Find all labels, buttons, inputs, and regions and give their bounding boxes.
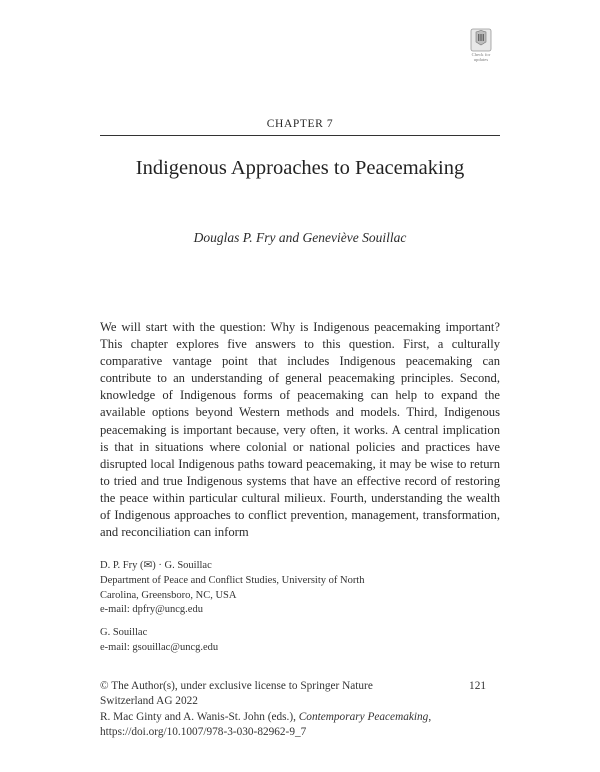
affiliation-names: D. P. Fry (✉) · G. Souillac — [100, 560, 212, 571]
book-editors: R. Mac Ginty and A. Wanis-St. John (eds.), — [100, 710, 299, 723]
affiliation-spacer — [100, 618, 500, 626]
publisher-logo-icon — [470, 28, 492, 52]
chapter-title: Indigenous Approaches to Peacemaking — [135, 157, 465, 179]
page-number: 121 — [469, 680, 486, 692]
logo-caption-line1: Check for — [471, 52, 491, 57]
logo-caption-line2: updates — [473, 57, 489, 62]
book-title: Contemporary Peacemaking — [298, 710, 429, 723]
check-for-updates-logo[interactable] — [460, 28, 502, 68]
copyright-footer — [100, 679, 500, 741]
chapter-label: CHAPTER 7 — [266, 118, 334, 130]
affiliation-name-souillac: G. Souillac — [100, 627, 148, 639]
abstract-paragraph: We will start with the question: Why is Indigenous peacemaking important? This chapter explores five answers to this question. First, a culturally comparative vantage point that includes Indigenous peacemaking can contribute to an understanding of general peacemaking principles. Second, knowledge of Indigenous forms of peacemaking can help to expand the available options beyond Western methods and models. Third, Indigenous peacemaking is important because, very often, it works. A central implication is that in situations where colonial or national policies and practices have disrupted local Indigenous paths toward peacemaking, it may be wise to return to tried and true Indigenous systems that have an effective record of restoring the peace within particular cultural milieux. Fourth, understanding the wealth of Indigenous approaches to conflict prevention, management, transformation, and reconciliation can inform — [100, 320, 500, 540]
affiliation-department-line1: Department of Peace and Conflict Studies, University of North — [100, 574, 365, 586]
author-affiliations — [100, 559, 500, 656]
doi-link[interactable]: https://doi.org/10.1007/978-3-030-82962-9_7 — [100, 726, 307, 739]
chapter-divider — [100, 135, 500, 136]
copyright-line1: © The Author(s), under exclusive license to Springer Nature — [100, 680, 373, 692]
affiliation-email-fry[interactable]: e-mail: dpfry@uncg.edu — [100, 604, 203, 616]
book-citation — [100, 710, 500, 725]
chapter-authors: Douglas P. Fry and Geneviève Souillac — [193, 230, 407, 245]
book-title-suffix: , — [428, 710, 432, 723]
affiliation-email-souillac[interactable]: e-mail: gsouillac@uncg.edu — [100, 641, 219, 653]
affiliation-department-line2: Carolina, Greensboro, NC, USA — [100, 589, 237, 601]
copyright-line2: Switzerland AG 2022 — [100, 695, 198, 708]
